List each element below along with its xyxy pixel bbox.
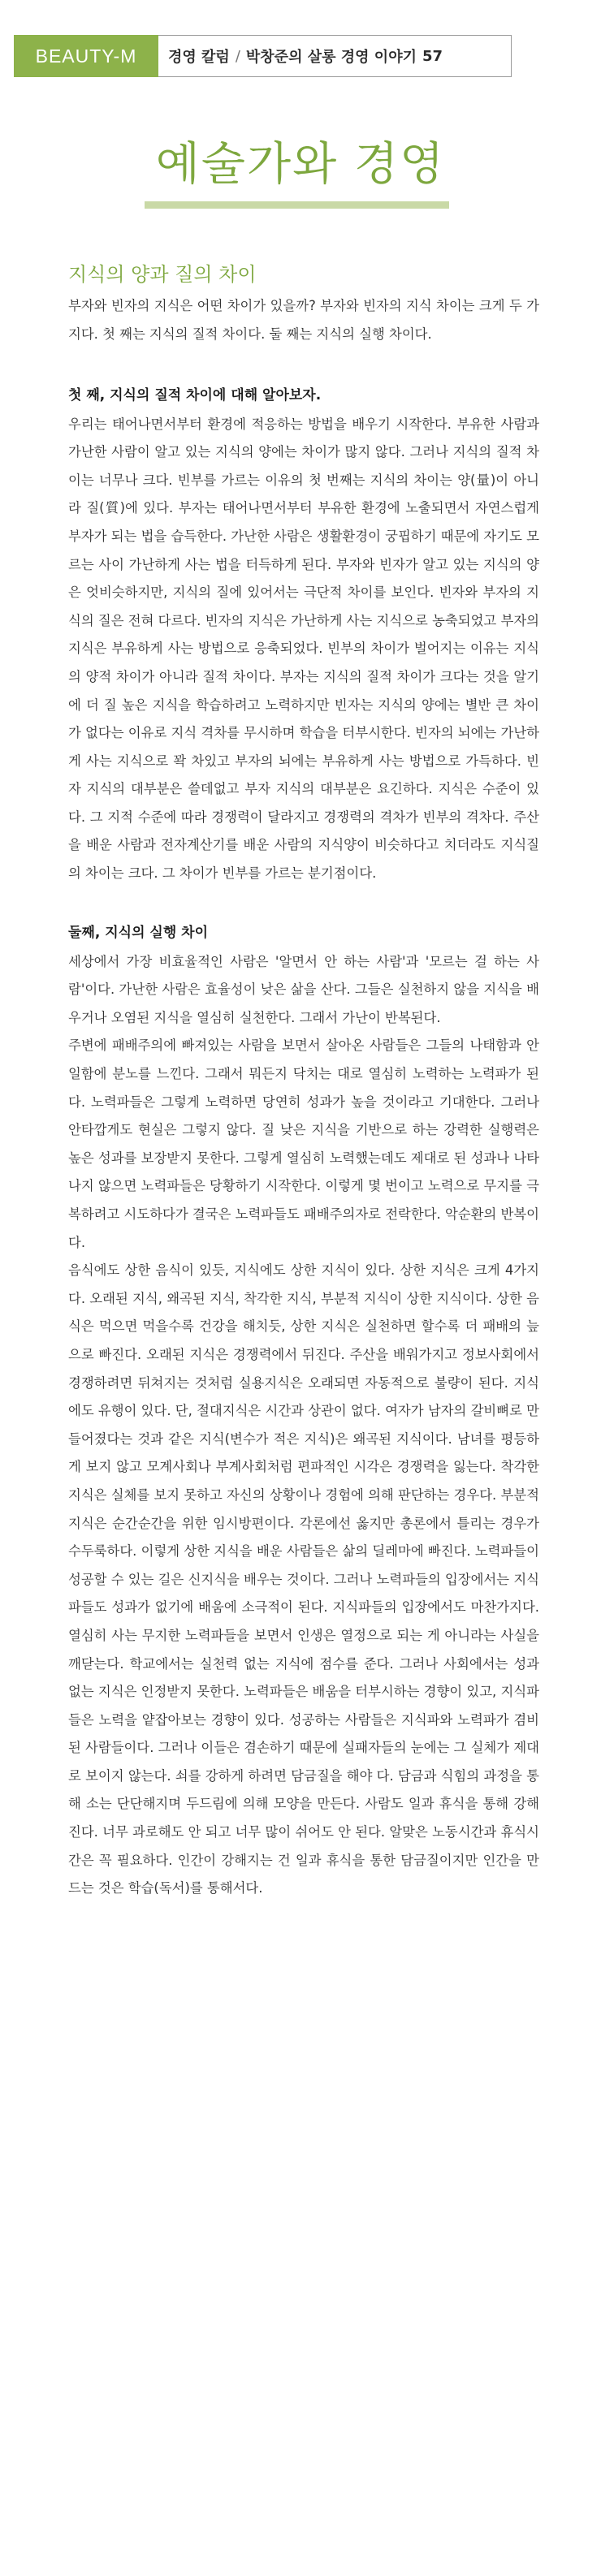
series-title: 박창준의 살롱 경영 이야기 xyxy=(245,49,417,66)
article-body xyxy=(68,261,539,1903)
series-number: 57 xyxy=(422,47,443,65)
magazine-brand: BEAUTY-M xyxy=(14,35,158,77)
header-separator: / xyxy=(235,47,240,65)
title-underline xyxy=(145,201,449,209)
first-heading: 첫 째, 지식의 질적 차이에 대해 알아보자. xyxy=(68,386,322,403)
section-title: 지식의 양과 질의 차이 xyxy=(68,263,257,286)
column-header xyxy=(14,35,512,77)
column-label: 경영 칼럼 xyxy=(168,49,230,66)
intro-paragraph: 부자와 빈자의 지식은 어떤 차이가 있을까? 부자와 빈자의 지식 차이는 크게 두 가지다. 첫 째는 지식의 질적 차이다. 둘 째는 지식의 실행 차이다. xyxy=(68,298,539,342)
second-paragraph-1: 세상에서 가장 비효율적인 사람은 '알면서 안 하는 사람'과 '모르는 걸 하는 사람'이다. 가난한 사람은 효율성이 낮은 삶을 산다. 그들은 실천하지 않을 지식을 배우거나 오염된 지식을 열심히 실천한다. 그래서 가난이 반복된다. xyxy=(68,953,539,1025)
first-paragraph: 우리는 태어나면서부터 환경에 적응하는 방법을 배우기 시작한다. 부유한 사람과 가난한 사람이 알고 있는 지식의 양에는 차이가 많지 않다. 그러나 지식의 질적 차이는 너무나 크다. 빈부를 가르는 이유의 첫 번째는 지식의 차이는 양(量)이 아니라 질(質)에 있다. 부자는 태어나면서부터 부유한 환경에 노출되면서 자연스럽게 부자가 되는 법을 습득한다. 가난한 사람은 생활환경이 궁핍하기 때문에 자기도 모르는 사이 가난하게 사는 법을 터득하게 된다. 부자와 빈자가 알고 있는 지식의 양은 엇비슷하지만, 지식의 질에 있어서는 극단적 차이를 보인다. 빈자와 부자의 지식의 질은 전혀 다르다. 빈자의 지식은 가난하게 사는 지식으로 농축되었고 부자의 지식은 부유하게 사는 방법으로 응축되었다. 빈부의 차이가 벌어지는 이유는 지식의 양적 차이가 아니라 질적 차이다. 부자는 지식의 질적 차이가 크다는 것을 알기에 더 질 높은 지식을 학습하려고 노력하지만 빈자는 지식의 양에는 별반 큰 차이가 없다는 이유로 지식 격차를 무시하며 학습을 터부시한다. 빈자의 뇌에는 가난하게 사는 지식으로 꽉 차있고 부자의 뇌에는 부유하게 사는 방법으로 가득하다. 빈자 지식의 대부분은 쓸데없고 부자 지식의 대부분은 요긴하다. 지식은 수준이 있다. 그 지적 수준에 따라 경쟁력이 달라지고 경쟁력의 격차가 빈부의 격차다. 주산을 배운 사람과 전자계산기를 배운 사람의 지식양이 비슷하다고 치더라도 지식질의 차이는 크다. 그 차이가 빈부를 가르는 분기점이다. xyxy=(68,416,539,882)
second-heading: 둘째, 지식의 실행 차이 xyxy=(68,924,209,941)
page-title: 예술가와 경영 xyxy=(155,138,446,191)
second-paragraph-2: 주변에 패배주의에 빠져있는 사람을 보면서 살아온 사람들은 그들의 나태함과 안일함에 분노를 느낀다. 그래서 뭐든지 닥치는 대로 열심히 노력하는 노력파가 된다. 노력파들은 그렇게 노력하면 당연히 성과가 높을 것이라고 기대한다. 그러나 안타깝게도 현실은 그렇지 않다. 질 낮은 지식을 기반으로 하는 강력한 실행력은 높은 성과를 보장받지 못한다. 그렇게 열심히 노력했는데도 제대로 된 성과나 나타나지 않으면 노력파들은 당황하기 시작한다. 이렇게 몇 번이고 노력으로 무지를 극복하려고 시도하다가 결국은 노력파들도 패배주의자로 전락한다. 악순환의 반복이다. xyxy=(68,1038,540,1250)
column-info xyxy=(158,35,512,77)
second-paragraph-3: 음식에도 상한 음식이 있듯, 지식에도 상한 지식이 있다. 상한 지식은 크게 4가지다. 오래된 지식, 왜곡된 지식, 착각한 지식, 부분적 지식이 상한 지식이다. 상한 음식은 먹으면 먹을수록 건강을 해치듯, 상한 지식은 실천하면 할수록 더 패배의 늪으로 빠진다. 오래된 지식은 경쟁력에서 뒤진다. 주산을 배워가지고 정보사회에서 경쟁하려면 뒤쳐지는 것처럼 실용지식은 오래되면 자동적으로 불량이 된다. 지식에도 유행이 있다. 단, 절대지식은 시간과 상관이 없다. 여자가 남자의 갈비뼈로 만들어졌다는 것과 같은 지식(변수가 적은 지식)은 왜곡된 지식이다. 남녀를 평등하게 보지 않고 모계사회나 부계사회처럼 편파적인 시각은 경쟁력을 잃는다. 착각한 지식은 실체를 보지 못하고 자신의 상황이나 경험에 의해 판단하는 경우다. 부분적 지식은 순간순간을 위한 임시방편이다. 각론에선 옳지만 총론에서 틀리는 경우가 수두룩하다. 이렇게 상한 지식을 배운 사람들은 삶의 딜레마에 빠진다. 노력파들이 성공할 수 있는 길은 신지식을 배우는 것이다. 그러나 노력파들의 입장에서는 지식파들도 성과가 없기에 배움에 소극적이 된다. 지식파들의 입장에서도 마찬가지다. 열심히 사는 무지한 노력파들을 보면서 인생은 열정으로 되는 게 아니라는 사실을 깨닫는다. 학교에서는 실천력 없는 지식에 점수를 준다. 그러나 사회에서는 성과 없는 지식은 인정받지 못한다. 노력파들은 배움을 터부시하는 경향이 있고, 지식파들은 노력을 얕잡아보는 경향이 있다. 성공하는 사람들은 지식파와 노력파가 겸비된 사람들이다. 그러나 이들은 겸손하기 때문에 실패자들의 눈에는 그 실체가 제대로 보이지 않는다. 쇠를 강하게 하려면 담금질을 해야 다. 담금과 식힘의 과정을 통해 소는 단단해지며 두드림에 의해 모양을 만든다. 사람도 일과 휴식을 통해 강해진다. 너무 과로해도 안 되고 너무 많이 쉬어도 안 된다. 알맞은 노동시간과 휴식시간은 꼭 필요하다. 인간이 강해지는 건 일과 휴식을 통한 담금질이지만 인간을 만드는 것은 학습(독서)를 통해서다. xyxy=(68,1262,539,1896)
